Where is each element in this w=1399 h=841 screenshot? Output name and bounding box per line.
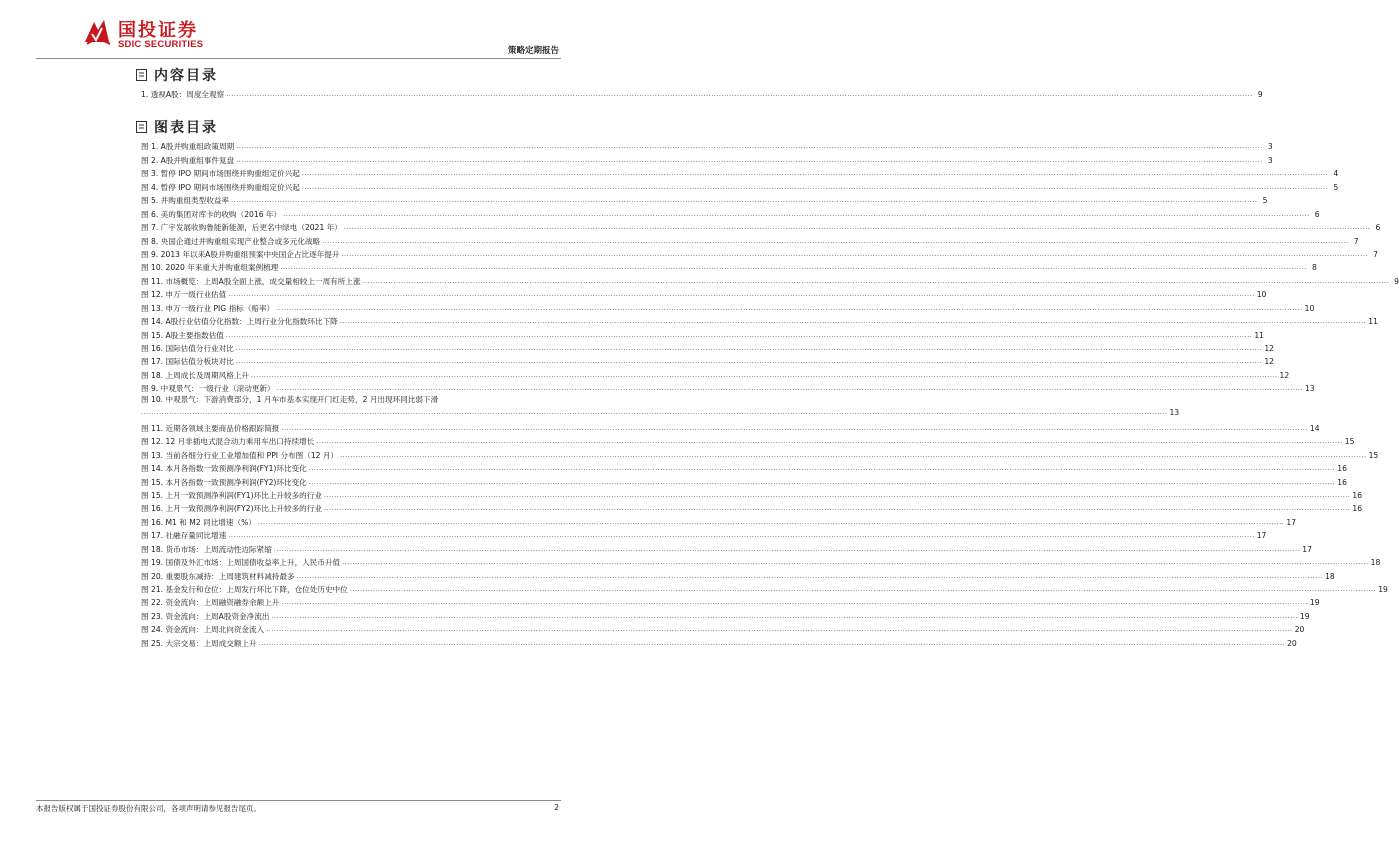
toc-entry-label: 图 22. 资金流向：上周融资融券余额上升 [141, 598, 280, 608]
contents-list [141, 86, 1263, 100]
toc-entry-page: 12 [1264, 344, 1274, 353]
toc-entry-page: 5 [1262, 196, 1268, 206]
toc-entry[interactable] [141, 232, 1359, 246]
toc-entry-label: 图 23. 资金流向：上周A股资金净流出 [141, 611, 270, 621]
toc-entry-label: 图 18. 货币市场：上周流动性边际紧缩 [141, 544, 272, 554]
toc-dot-leader: ................................................................................................................................................................................................................................................................................................................................................................................................................ [349, 585, 1377, 593]
toc-entry-label: 1. 透视A股：周度全观察 [141, 90, 225, 100]
toc-entry-page: 20 [1294, 625, 1305, 635]
toc-dot-leader: ................................................................................................................................................................................................................................................................................................................................................................................................................ [308, 477, 1336, 486]
toc-entry[interactable] [141, 380, 1315, 394]
toc-dot-leader: ................................................................................................................................................................................................................................................................................................................................................................................................................ [323, 504, 1351, 513]
toc-entry-label: 图 15. A股主要指数估值 [141, 330, 224, 340]
toc-entry-label: 图 16. 国际估值分行业对比 [141, 344, 234, 353]
toc-entry-page: 19 [1299, 611, 1310, 621]
toc-entry-label: 图 12. 12 月非插电式混合动力乘用车出口持续增长 [141, 437, 315, 447]
toc-entry[interactable] [141, 393, 1180, 419]
toc-entry[interactable] [141, 567, 1335, 581]
toc-dot-leader: ................................................................................................................................................................................................................................................................................................................................................................................................................ [258, 638, 1286, 647]
toc-entry-label: 图 24. 资金流向：上周北向资金流入 [141, 625, 265, 635]
toc-entry-page: 8 [1312, 263, 1317, 273]
toc-entry-page: 7 [1353, 236, 1359, 246]
toc-dot-leader: ................................................................................................................................................................................................................................................................................................................................................................................................................ [281, 423, 1308, 432]
toc-entry[interactable] [141, 299, 1315, 313]
toc-dot-leader: ................................................................................................................................................................................................................................................................................................................................................................................................................ [322, 236, 1349, 245]
toc-entry-label: 图 11. 市场概览：上周A股全面上涨，成交量相较上一周有所上涨 [141, 276, 361, 286]
toc-entry-label: 图 15. 上月一致预测净利润(FY1)环比上升较多的行业 [141, 490, 322, 500]
toc-dot-leader: ................................................................................................................................................................................................................................................................................................................................................................................................................ [228, 531, 1255, 540]
page-number: 2 [554, 803, 559, 812]
toc-entry[interactable] [141, 433, 1355, 447]
toc-entry-label: 图 15. 本月各指数一致预测净利润(FY2)环比变化 [141, 477, 307, 487]
list-icon [136, 121, 147, 133]
toc-entry-label: 图 16. M1 和 M2 同比增速（%） [141, 517, 256, 527]
toc-entry[interactable] [141, 487, 1363, 500]
toc-entry-label: 图 9. 中观景气：一级行业（滚动更新） [141, 384, 275, 394]
toc-entry-page: 12 [1279, 370, 1290, 380]
toc-entry-label: 图 14. A股行业估值分化指数：上周行业分化指数环比下降 [141, 317, 338, 327]
toc-entry-leader-line [141, 406, 1180, 419]
toc-entry[interactable] [141, 353, 1274, 367]
company-logo [82, 16, 202, 56]
toc-entry[interactable] [141, 326, 1264, 340]
toc-entry-page: 7 [1373, 249, 1378, 259]
toc-entry[interactable] [141, 554, 1381, 568]
toc-entry-page: 11 [1368, 317, 1378, 327]
toc-entry[interactable] [141, 634, 1297, 648]
toc-entry-page: 13 [1169, 408, 1180, 418]
toc-entry-label: 图 25. 大宗交易：上周成交额上升 [141, 638, 257, 648]
toc-entry-label: 图 3. 暂停 IPO 期间市场围绕并购重组定价兴起 [141, 169, 300, 179]
toc-dot-leader: ................................................................................................................................................................................................................................................................................................................................................................................................................ [342, 558, 1369, 567]
toc-dot-leader: ................................................................................................................................................................................................................................................................................................................................................................................................................ [257, 517, 1285, 526]
logo-english-name: SDIC SECURITIES [118, 39, 204, 50]
toc-entry-page: 16 [1352, 490, 1363, 500]
toc-entry-label: 图 1. A股并购重组政策周期 [141, 142, 235, 152]
toc-entry-label: 图 10. 中观景气：下游消费部分，1 月车市基本实现开门红走势，2 月出现环同比弱下滑 [141, 395, 439, 405]
toc-entry[interactable] [141, 513, 1297, 527]
toc-dot-leader: ................................................................................................................................................................................................................................................................................................................................................................................................................ [266, 625, 1293, 634]
toc-dot-leader: ................................................................................................................................................................................................................................................................................................................................................................................................................ [301, 182, 1329, 191]
toc-entry[interactable] [141, 205, 1320, 219]
toc-entry-page: 11 [1254, 330, 1264, 340]
toc-entry-page: 17 [1256, 531, 1267, 541]
toc-entry-label: 图 14. 本月各指数一致预测净利润(FY1)环比变化 [141, 464, 307, 474]
sdic-logo-icon [82, 16, 112, 48]
toc-entry-label: 图 10. 2020 年来重大并购重组案例梳理 [141, 263, 279, 273]
page-header [0, 0, 595, 62]
toc-dot-leader: ................................................................................................................................................................................................................................................................................................................................................................................................................ [301, 169, 1329, 178]
toc-entry[interactable] [141, 86, 1263, 100]
toc-entry-page: 4 [1333, 169, 1339, 179]
toc-dot-leader: ................................................................................................................................................................................................................................................................................................................................................................................................................ [226, 90, 1253, 99]
toc-dot-leader: ................................................................................................................................................................................................................................................................................................................................................................................................................ [341, 249, 1368, 258]
toc-entry[interactable] [141, 192, 1268, 206]
toc-entry-page: 16 [1337, 477, 1347, 487]
toc-dot-leader: ................................................................................................................................................................................................................................................................................................................................................................................................................ [280, 263, 1307, 272]
toc-dot-leader: ................................................................................................................................................................................................................................................................................................................................................................................................................ [281, 598, 1308, 607]
toc-dot-leader: ................................................................................................................................................................................................................................................................................................................................................................................................................ [308, 464, 1336, 473]
toc-entry[interactable] [141, 446, 1379, 460]
toc-entry-label: 图 2. A股并购重组事件复盘 [141, 155, 235, 165]
toc-entry-label: 图 5. 并购重组类型收益率 [141, 196, 230, 206]
toc-entry-label: 图 17. 社融存量同比增速 [141, 531, 227, 541]
toc-entry-label: 图 7. 广宇发展收购鲁能新能源，后更名中绿电（2021 年） [141, 223, 342, 233]
toc-entry[interactable] [141, 527, 1267, 541]
toc-entry-page: 6 [1314, 209, 1320, 219]
report-type-label: 策略定期报告 [507, 46, 559, 56]
toc-dot-leader: ................................................................................................................................................................................................................................................................................................................................................................................................................ [296, 571, 1324, 580]
toc-entry-page: 3 [1267, 155, 1273, 165]
figures-heading [36, 118, 218, 136]
footer-disclaimer: 本报告版权属于国投证券股份有限公司，各项声明请参见报告尾页。 [36, 804, 261, 813]
toc-entry[interactable] [141, 138, 1273, 152]
toc-entry[interactable] [141, 473, 1347, 487]
toc-entry-page: 20 [1287, 638, 1297, 648]
toc-entry-page: 17 [1302, 544, 1312, 554]
toc-entry-label: 图 13. 当前各细分行业工业增加值和 PPI 分布图（12 月） [141, 450, 339, 460]
toc-entry[interactable] [141, 621, 1305, 635]
toc-dot-leader: ................................................................................................................................................................................................................................................................................................................................................................................................................ [339, 317, 1367, 326]
toc-entry[interactable] [141, 500, 1363, 514]
toc-entry[interactable] [141, 460, 1347, 474]
header-divider [36, 58, 561, 59]
toc-entry-page: 19 [1309, 598, 1320, 608]
toc-entry[interactable] [141, 340, 1274, 353]
toc-entry-label: 图 20. 重要股东减持：上周建筑材料减持最多 [141, 571, 295, 581]
toc-entry-label: 图 6. 美的集团对库卡的收购（2016 年） [141, 209, 282, 219]
contents-heading [36, 66, 218, 84]
toc-entry-label: 图 16. 上月一致预测净利润(FY2)环比上升较多的行业 [141, 504, 322, 514]
toc-dot-leader: ................................................................................................................................................................................................................................................................................................................................................................................................................ [225, 330, 1253, 339]
toc-entry[interactable] [141, 581, 1388, 594]
toc-dot-leader: ................................................................................................................................................................................................................................................................................................................................................................................................................ [343, 223, 1371, 232]
toc-dot-leader: ................................................................................................................................................................................................................................................................................................................................................................................................................ [141, 408, 1168, 417]
toc-entry-page: 15 [1344, 437, 1355, 447]
toc-entry-page: 10 [1304, 303, 1315, 313]
toc-entry-label: 图 18. 上周成长及周期风格上升 [141, 370, 250, 380]
toc-dot-leader: ................................................................................................................................................................................................................................................................................................................................................................................................................ [231, 196, 1258, 205]
toc-dot-leader: ................................................................................................................................................................................................................................................................................................................................................................................................................ [340, 450, 1367, 459]
toc-entry-page: 16 [1337, 464, 1347, 474]
toc-entry-page: 18 [1325, 571, 1335, 581]
toc-entry-page: 19 [1378, 585, 1388, 594]
figures-list [141, 138, 1399, 648]
toc-entry[interactable] [141, 165, 1339, 179]
toc-entry[interactable] [141, 313, 1378, 327]
toc-entry-page: 3 [1267, 142, 1273, 152]
toc-entry[interactable] [141, 151, 1273, 165]
toc-dot-leader: ................................................................................................................................................................................................................................................................................................................................................................................................................ [235, 357, 1263, 366]
toc-entry[interactable] [141, 178, 1339, 192]
toc-entry-label: 图 9. 2013 年以来A股并购重组预案中央国企占比逐年提升 [141, 249, 340, 259]
toc-entry-page: 15 [1368, 450, 1379, 460]
toc-entry-label: 图 8. 央国企通过并购重组实现产业整合或多元化战略 [141, 236, 321, 246]
toc-entry-label: 图 17. 国际估值分板块对比 [141, 357, 234, 367]
toc-entry[interactable] [141, 246, 1378, 259]
toc-entry[interactable] [141, 259, 1317, 273]
toc-dot-leader: ................................................................................................................................................................................................................................................................................................................................................................................................................ [362, 276, 1390, 285]
toc-dot-leader: ................................................................................................................................................................................................................................................................................................................................................................................................................ [236, 142, 1263, 151]
toc-entry[interactable] [141, 366, 1290, 380]
toc-entry-page: 9 [1394, 276, 1399, 286]
toc-dot-leader: ................................................................................................................................................................................................................................................................................................................................................................................................................ [276, 384, 1304, 393]
toc-dot-leader: ................................................................................................................................................................................................................................................................................................................................................................................................................ [323, 490, 1351, 499]
contents-title: 内容目录 [154, 68, 218, 84]
toc-dot-leader: ................................................................................................................................................................................................................................................................................................................................................................................................................ [251, 370, 1278, 379]
toc-entry[interactable] [141, 219, 1381, 233]
toc-entry[interactable] [141, 594, 1320, 608]
list-icon [136, 69, 147, 81]
toc-entry-page: 17 [1286, 517, 1297, 527]
toc-entry-page: 12 [1264, 357, 1274, 367]
toc-entry[interactable] [141, 286, 1267, 300]
toc-entry-page: 5 [1333, 182, 1339, 192]
toc-dot-leader: ................................................................................................................................................................................................................................................................................................................................................................................................................ [276, 303, 1303, 312]
toc-entry[interactable] [141, 540, 1312, 554]
toc-entry-page: 9 [1257, 90, 1263, 100]
toc-dot-leader: ................................................................................................................................................................................................................................................................................................................................................................................................................ [316, 437, 1343, 446]
toc-entry-page: 10 [1256, 290, 1267, 300]
toc-entry-label: 图 13. 申万一级行业 PIG 指标（赔率） [141, 303, 275, 313]
toc-entry-page: 14 [1309, 423, 1320, 433]
toc-dot-leader: ................................................................................................................................................................................................................................................................................................................................................................................................................ [271, 611, 1298, 620]
toc-entry[interactable] [141, 607, 1310, 621]
logo-chinese-name: 国投证券 [118, 20, 198, 41]
toc-entry[interactable] [141, 419, 1320, 433]
footer-divider [36, 800, 561, 801]
toc-entry-page: 13 [1305, 384, 1315, 394]
toc-dot-leader: ................................................................................................................................................................................................................................................................................................................................................................................................................ [235, 344, 1263, 352]
toc-dot-leader: ................................................................................................................................................................................................................................................................................................................................................................................................................ [283, 209, 1310, 218]
toc-dot-leader: ................................................................................................................................................................................................................................................................................................................................................................................................................ [236, 155, 1263, 164]
toc-entry-label: 图 4. 暂停 IPO 期间市场围绕并购重组定价兴起 [141, 182, 300, 192]
toc-entry-page: 16 [1352, 504, 1363, 514]
toc-entry-label: 图 12. 申万一级行业估值 [141, 290, 227, 300]
toc-dot-leader: ................................................................................................................................................................................................................................................................................................................................................................................................................ [228, 290, 1255, 299]
figures-title: 图表目录 [154, 120, 218, 136]
toc-entry-page: 6 [1375, 223, 1381, 233]
toc-entry-page: 18 [1370, 558, 1381, 568]
toc-entry-label: 图 19. 国债及外汇市场：上周国债收益率上升，人民币升值 [141, 558, 341, 568]
toc-entry-label: 图 11. 近期各领域主要商品价格跟踪简报 [141, 423, 280, 433]
toc-entry-label: 图 21. 基金发行和仓位：上周发行环比下降，仓位处历史中位 [141, 585, 348, 594]
toc-dot-leader: ................................................................................................................................................................................................................................................................................................................................................................................................................ [273, 544, 1301, 553]
toc-entry[interactable] [141, 272, 1399, 286]
